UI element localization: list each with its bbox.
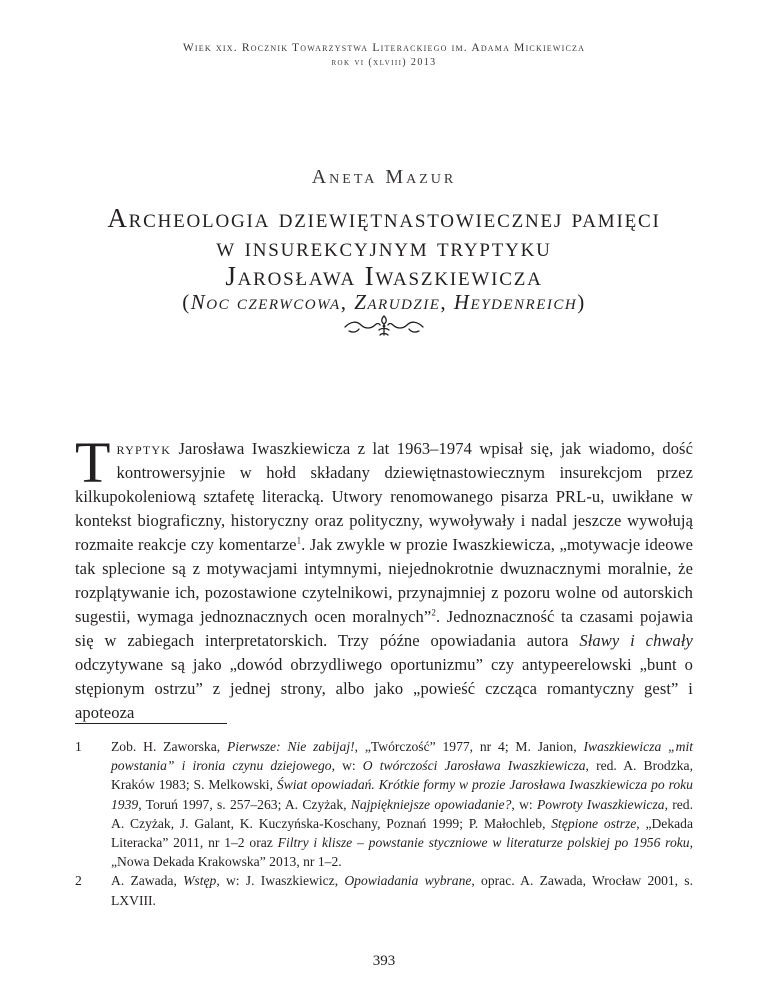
body-text-run: . Jak zwykle w prozie Iwaszkiewicza, „motywacje ideowe tak splecione są z motywacjami intymnymi, niejednokrotnie dwuznacznymi moralnie, że rozplątywanie ich, pozostawione czytelnikowi, przynajmniej z pozoru wolne od autorskich sugestii, wymaga jednoznacznych ocen moralnych” xyxy=(75,535,694,626)
footnote-text-run: , oprac. A. Zawada, Wrocław 2001, s. LXVIII. xyxy=(111,873,693,908)
footnote-text-italic: Stępione ostrze xyxy=(551,815,637,831)
subtitle-work: Zarudzie xyxy=(354,290,441,314)
footnote-text-run: , w: xyxy=(511,796,537,812)
footnote-text-run: , „Nowa Dekada Krakowska” 2013, nr 1–2. xyxy=(111,835,693,870)
footnote-text-run: , „Dekada Literacka” 2011, nr 1–2 oraz xyxy=(111,815,693,851)
title-line: Archeologia dziewiętnastowiecznej pamięci xyxy=(107,203,661,233)
footnote xyxy=(75,871,693,909)
footnotes xyxy=(75,737,693,910)
journal-title: Wiek xix. Rocznik Towarzystwa Literackiego im. Adama Mickiewicza xyxy=(182,42,586,54)
footnote-text-run: , red. A. Czyżak, J. Galant, K. Kuczyńska-Koschany, Poznań 1999; P. Małochleb, xyxy=(111,796,693,831)
subtitle-separator: , xyxy=(440,290,454,314)
footnote-text-run: , „Twórczość” 1977, nr 4; M. Janion, xyxy=(354,739,584,754)
lead-in-word: ryptyk xyxy=(116,439,172,458)
footnote-text-run: , w: xyxy=(331,758,363,774)
subtitle-separator: , xyxy=(340,290,355,314)
body-text-run: odczytywane są jako „dowód obrzydliwego oportunizmu” czy antypeerelowski „bunt o stępionym ostrzu” z jednej strony, albo jako „powieść czcząca romantyczny gest” i apoteoza xyxy=(75,655,693,722)
footnote-ref[interactable]: 1 xyxy=(296,535,302,546)
footnote-text-run: , w: J. Iwaszkiewicz, xyxy=(216,873,345,889)
footnote-number: 2 xyxy=(75,873,82,889)
footnote-number: 1 xyxy=(75,739,82,754)
footnote-text-italic: Opowiadania wybrane xyxy=(344,873,472,889)
body-text-italic: Sławy i chwały xyxy=(579,631,693,650)
footnote xyxy=(75,737,693,871)
article-author: Aneta Mazur xyxy=(311,166,457,188)
subtitle-work: Noc czerwcowa xyxy=(190,290,341,314)
journal-volume: rok vi (xlviii) 2013 xyxy=(331,57,437,68)
footnote-text xyxy=(111,871,693,909)
footnote-text-italic: Świat opowiadań. Krótkie formy w prozie Jarosława Iwaszkiewicza po roku 1939 xyxy=(111,777,693,812)
footnote-text-italic: Pierwsze: Nie zabijaj! xyxy=(226,739,355,754)
fleuron-ornament-icon xyxy=(343,313,425,339)
body-paragraph xyxy=(75,430,694,725)
footnote-separator xyxy=(75,723,227,724)
article-title xyxy=(40,204,728,291)
footnote-text xyxy=(111,737,693,871)
running-head xyxy=(0,42,768,68)
page-number: 393 xyxy=(372,953,396,969)
title-line: Jarosława Iwaszkiewicza xyxy=(225,261,543,291)
footnote-text-italic: Powroty Iwaszkiewicza xyxy=(536,796,665,812)
footnote-text-italic: O twórczości Jarosława Iwaszkiewicza xyxy=(362,758,586,774)
article-subtitle xyxy=(0,290,768,315)
footnote-ref[interactable]: 2 xyxy=(431,607,436,618)
footnote-text-run: A. Zawada, xyxy=(111,873,184,889)
subtitle-paren-open: ( xyxy=(182,290,191,314)
footnote-text-italic: Filtry i klisze – powstanie styczniowe w literaturze polskiej po 1956 roku xyxy=(277,835,690,851)
body-text-run: . Jednoznaczność ta czasami pojawia się w zabiegach interpretatorskich. Trzy późne opowiadania autora xyxy=(75,607,693,650)
body-text-run: Jarosława Iwaszkiewicza z lat 1963–1974 wpisał się, jak wiadomo, dość kontrowersyjnie w hołd składany dziewiętnastowiecznym insurekcjom przez kilkupokoleniową sztafetę literacką. Utwory renomowanego pisarza PRL-u, uwikłane w kontekst biograficzny, historyczny oraz polityczny, wywoływały i nadal jeszcze wywołują rozmaite reakcje czy komentarze xyxy=(75,439,693,554)
subtitle-paren-close: ) xyxy=(577,290,586,314)
footnote-text-italic: Najpiękniejsze opowiadanie? xyxy=(350,796,512,812)
footnote-text-run: , red. A. Brodzka, Kraków 1983; S. Melkowski, xyxy=(111,758,693,793)
footnote-text-run: , Toruń 1997, s. 257–263; A. Czyżak, xyxy=(138,796,351,812)
title-line: w insurekcyjnym tryptyku xyxy=(216,232,552,262)
footnote-text-run: Zob. H. Zaworska, xyxy=(111,739,227,754)
footnote-text-italic: Wstęp xyxy=(183,873,217,889)
subtitle-work: Heydenreich xyxy=(453,290,578,314)
drop-cap: T xyxy=(75,430,111,495)
footnote-text-italic: Iwaszkiewicza „mit powstania” i ironia czynu dziejowego xyxy=(111,739,694,774)
